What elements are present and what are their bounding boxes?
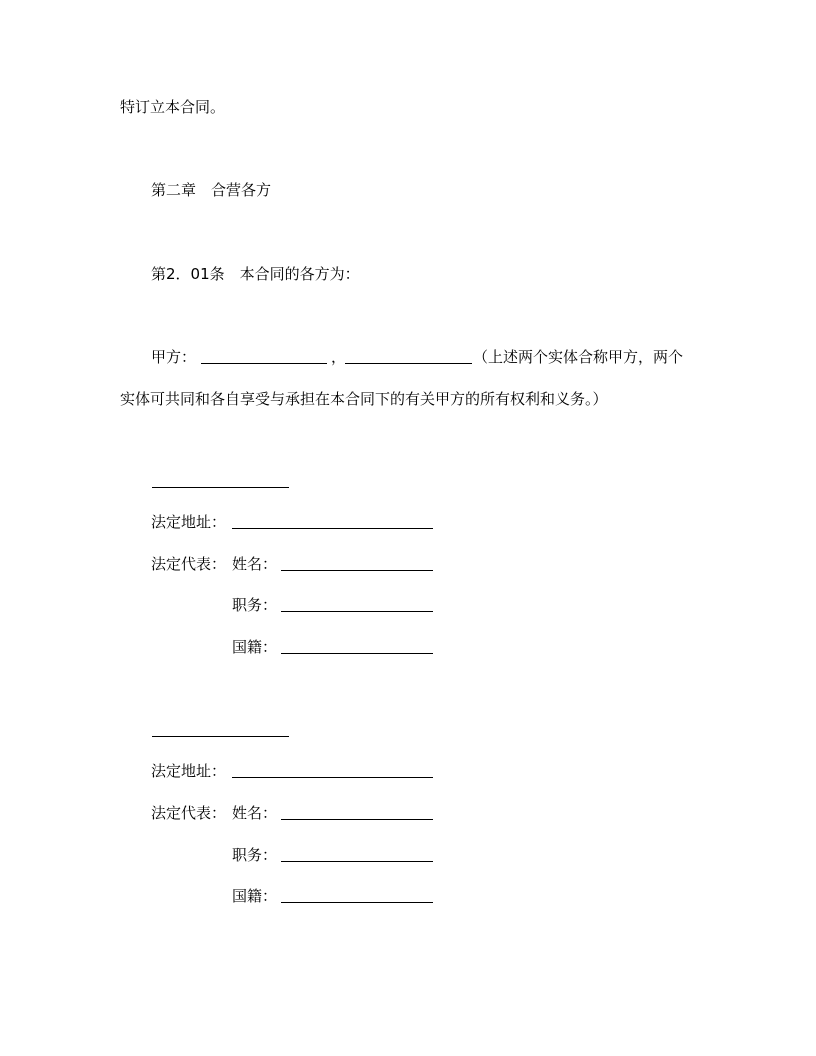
entity-2-name-blank[interactable] bbox=[152, 736, 289, 737]
party-a-entity2-blank[interactable] bbox=[345, 363, 472, 364]
entity-1-legal-address-label: 法定地址： bbox=[151, 513, 227, 531]
entity-2-rep-name-blank[interactable] bbox=[281, 819, 433, 820]
entity-1-rep-nationality-label: 国籍： bbox=[232, 638, 278, 656]
entity-2-legal-address-label: 法定地址： bbox=[151, 762, 227, 780]
entity-1-name-blank[interactable] bbox=[152, 487, 289, 488]
entity-2-rep-name-label: 姓名： bbox=[232, 804, 278, 822]
party-a-label: 甲方： bbox=[151, 348, 197, 366]
entity-2-legal-address-blank[interactable] bbox=[232, 777, 433, 778]
entity-1-legal-rep-label: 法定代表： bbox=[151, 555, 227, 573]
entity-2-legal-rep-label: 法定代表： bbox=[151, 804, 227, 822]
party-a-note-line1: （上述两个实体合称甲方，两个 bbox=[473, 348, 684, 366]
entity-2-rep-nationality-blank[interactable] bbox=[281, 902, 433, 903]
party-a-note-line2: 实体可共同和各自享受与承担在本合同下的有关甲方的所有权利和义务。） bbox=[120, 390, 608, 408]
party-a-comma: ， bbox=[331, 348, 347, 366]
entity-1-rep-name-label: 姓名： bbox=[232, 555, 278, 573]
intro-line: 特订立本合同。 bbox=[120, 98, 226, 116]
entity-2-rep-title-blank[interactable] bbox=[281, 861, 433, 862]
entity-1-rep-nationality-blank[interactable] bbox=[281, 653, 433, 654]
entity-1-legal-address-blank[interactable] bbox=[232, 528, 433, 529]
party-a-entity1-blank[interactable] bbox=[201, 363, 327, 364]
article-title: 本合同的各方为： bbox=[239, 265, 360, 283]
entity-2-rep-title-label: 职务： bbox=[232, 846, 278, 864]
article-number: 第2．01条 bbox=[151, 265, 225, 283]
article-heading bbox=[151, 264, 360, 284]
chapter-heading: 第二章 合营各方 bbox=[151, 181, 272, 199]
entity-2-rep-nationality-label: 国籍： bbox=[232, 887, 278, 905]
entity-1-rep-title-label: 职务： bbox=[232, 596, 278, 614]
entity-1-rep-name-blank[interactable] bbox=[281, 570, 433, 571]
entity-1-rep-title-blank[interactable] bbox=[281, 611, 433, 612]
